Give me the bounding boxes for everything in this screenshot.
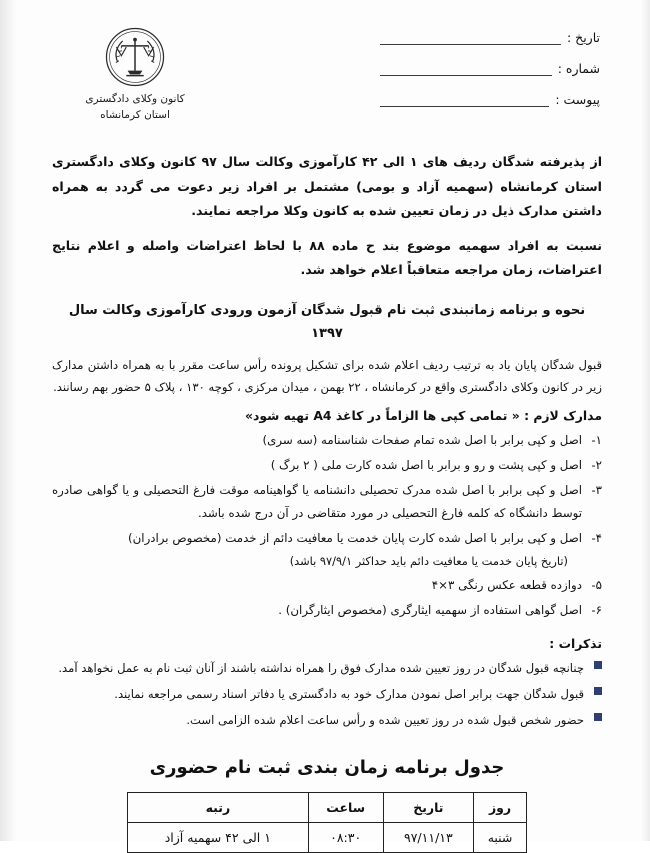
emblem-caption-line1: کانون وکلای دادگستری bbox=[85, 93, 185, 105]
cell-time: ۰۸:۳۰ bbox=[308, 822, 383, 852]
column-header-date: تاریخ bbox=[383, 792, 474, 822]
field-date-label: تاریخ : bbox=[566, 30, 600, 45]
list-item bbox=[52, 657, 602, 679]
cell-day: شنبه bbox=[474, 822, 527, 852]
section-body: قبول شدگان پایان یاد به ترتیب ردیف اعلام شده برای تشکیل پرونده رأس ساعت مقرر با به همراه داشتن مدارک زیر در کانون وکلای دادگستری واقع در کرمانشاه ، ۲۲ بهمن ، میدان مرکزی ، کوچه ۱۳۰ ، پلاک ۵ حضور بهم رسانند. bbox=[52, 357, 602, 394]
list-item-text: اصل و کپی برابر با اصل شده کارت پایان خدمت یا معافیت دائم از خدمت (مخصوص برادران) bbox=[128, 530, 582, 545]
note-text: قبول شدگان جهت برابر اصل نمودن مدارک خود به دادگستری یا دفاتر اسناد رسمی مراجعه نمایند. bbox=[114, 686, 584, 701]
list-item bbox=[52, 683, 602, 705]
note-text: حضور شخص قبول شده در روز تعیین شده و رأس ساعت اعلام شده الزامی است. bbox=[186, 712, 584, 727]
documents-heading: مدارک لازم : « تمامی کپی ها الزاماً در کاغذ A4 تهیه شود» bbox=[244, 407, 602, 423]
list-item-text: اصل و کپی برابر با اصل شده تمام صفحات شناسنامه (سه سری) bbox=[262, 432, 582, 447]
square-bullet-icon bbox=[594, 687, 602, 695]
notes-heading: تذکرات : bbox=[549, 635, 602, 651]
field-attachment-line bbox=[380, 93, 549, 107]
notes-list bbox=[52, 657, 602, 731]
field-attachment bbox=[380, 92, 600, 107]
list-item-text: اصل و کپی پشت و رو و برابر با اصل شده کارت ملی ( ۲ برگ ) bbox=[270, 457, 582, 472]
list-item-number: ۲- bbox=[591, 457, 602, 472]
field-number bbox=[380, 61, 600, 76]
letterhead-fields bbox=[380, 30, 600, 123]
intro-paragraph-2: نسبت به افراد سهمیه موضوع بند ح ماده ۸۸ با لحاظ اعتراضات واصله و اعلام نتایج اعتراضات، زمان مراجعه متعاقباً اعلام خواهد شد. bbox=[52, 237, 602, 278]
column-header-rank: رتبه bbox=[128, 792, 309, 822]
list-item bbox=[52, 599, 602, 622]
list-item bbox=[52, 527, 602, 572]
document-body bbox=[52, 150, 602, 853]
list-item-text: اصل گواهی استفاده از سهمیه ایثارگری (مخصوص ایثارگران) . bbox=[278, 602, 582, 617]
list-item-text: اصل و کپی برابر با اصل شده مدرک تحصیلی دانشنامه یا گواهینامه موقت فارغ التحصیلی و یا گواهی صادره توسط دانشگاه که کلمه فارغ التحصیلی در مورد متقاضی در آن درج شده باشد. bbox=[52, 482, 582, 520]
field-date-line bbox=[380, 31, 561, 45]
list-item-subnote: (تاریخ پایان خدمت یا معافیت دائم باید حداکثر ۹۷/۹/۱ باشد) bbox=[289, 553, 568, 568]
table-row bbox=[128, 822, 527, 852]
column-header-day: روز bbox=[474, 792, 527, 822]
emblem-caption bbox=[70, 92, 200, 124]
list-item bbox=[52, 709, 602, 731]
column-header-time: ساعت bbox=[308, 792, 383, 822]
scales-of-justice-emblem-icon bbox=[104, 26, 166, 88]
organization-emblem-block bbox=[70, 26, 200, 124]
field-number-line bbox=[380, 62, 552, 76]
list-item-number: ۱- bbox=[591, 432, 602, 447]
list-item bbox=[52, 574, 602, 597]
list-item-number: ۶- bbox=[591, 602, 602, 617]
emblem-caption-line2: استان کرمانشاه bbox=[100, 108, 170, 121]
schedule-title: جدول برنامه زمان بندی ثبت نام حضوری bbox=[149, 756, 505, 778]
square-bullet-icon bbox=[594, 713, 602, 721]
field-attachment-label: پیوست : bbox=[555, 92, 600, 107]
list-item bbox=[52, 454, 602, 477]
letterhead bbox=[40, 26, 610, 141]
list-item bbox=[52, 429, 602, 452]
list-item-text: دوازده قطعه عکس رنگی ۳×۴ bbox=[431, 577, 582, 592]
section-title: نحوه و برنامه زمانبندی ثبت نام قبول شدگان آزمون ورودی کارآموزی وکالت سال ۱۳۹۷ bbox=[68, 302, 586, 342]
square-bullet-icon bbox=[594, 661, 602, 669]
field-date bbox=[380, 30, 600, 45]
cell-rank: ۱ الی ۴۲ سهمیه آزاد bbox=[128, 822, 309, 852]
field-number-label: شماره : bbox=[557, 61, 600, 76]
documents-list bbox=[52, 429, 602, 622]
list-item bbox=[52, 479, 602, 525]
list-item-number: ۵- bbox=[591, 577, 602, 592]
list-item-number: ۴- bbox=[591, 530, 602, 545]
list-item-number: ۳- bbox=[591, 482, 602, 497]
cell-date: ۹۷/۱۱/۱۳ bbox=[383, 822, 474, 852]
table-header-row bbox=[128, 792, 527, 822]
schedule-table bbox=[127, 792, 527, 853]
intro-paragraph-1: از پذیرفته شدگان ردیف های ۱ الی ۴۲ کارآموزی وکالت سال ۹۷ کانون وکلای دادگستری استان کرمانشاه (سهمیه آزاد و بومی) مشتمل بر افراد زیر دعوت می گردد به همراه داشتن مدارک ذیل در زمان تعیین شده به کانون وکلا مراجعه نمایند. bbox=[52, 154, 603, 219]
note-text: چنانچه قبول شدگان در روز تعیین شده مدارک فوق را همراه نداشته باشند از آنان ثبت نام به عمل نخواهد آمد. bbox=[58, 660, 584, 675]
